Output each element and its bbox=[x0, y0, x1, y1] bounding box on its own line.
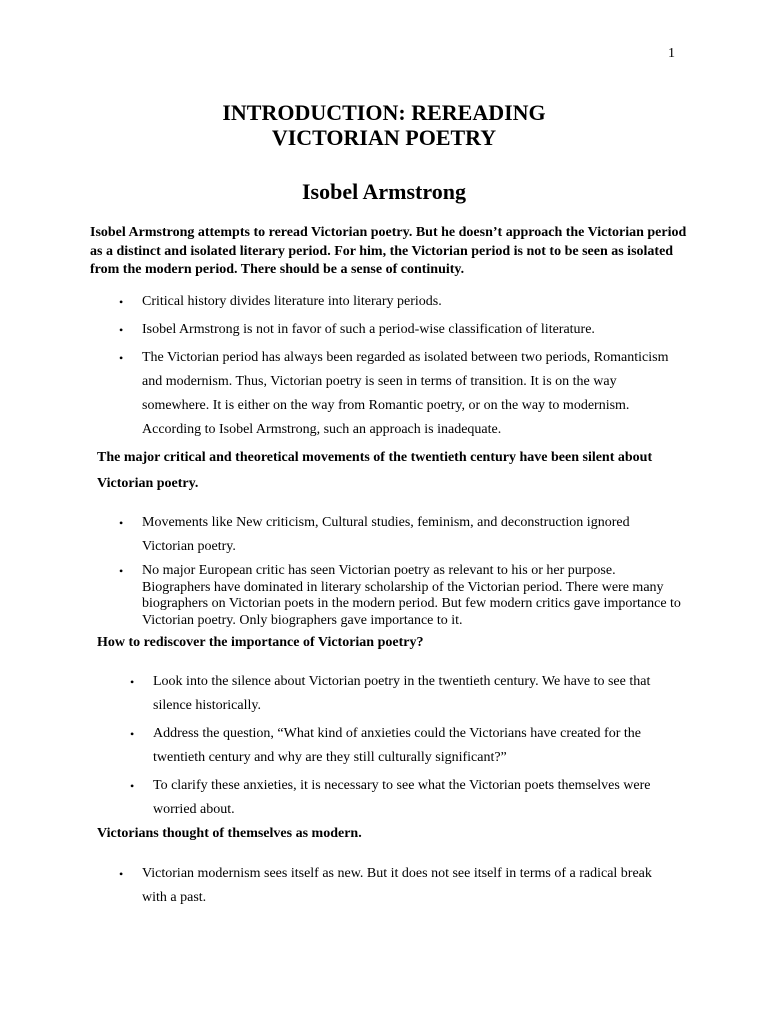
page-number: 1 bbox=[668, 46, 675, 61]
bullet-icon: • bbox=[119, 351, 124, 365]
bullet-list-4 bbox=[119, 862, 662, 914]
bullet-icon: • bbox=[119, 516, 124, 530]
bullet-icon: • bbox=[130, 779, 135, 793]
bullet-icon: • bbox=[130, 727, 135, 741]
list-item bbox=[119, 511, 642, 559]
list-item-text: Movements like New criticism, Cultural studies, feminism, and deconstruction ignored Victorian poetry. bbox=[142, 515, 630, 554]
section-heading-modern: Victorians thought of themselves as modern. bbox=[97, 826, 362, 841]
list-item-text: Isobel Armstrong is not in favor of such a period-wise classification of literature. bbox=[142, 322, 595, 337]
list-item bbox=[130, 774, 658, 822]
section-heading-rediscover: How to rediscover the importance of Victorian poetry? bbox=[97, 635, 424, 650]
list-item-text: Critical history divides literature into literary periods. bbox=[142, 294, 442, 309]
list-item-text: Address the question, “What kind of anxieties could the Victorians have created for the twentieth century and why are they still culturally significant?” bbox=[153, 726, 641, 765]
list-item bbox=[130, 670, 658, 718]
bullet-icon: • bbox=[119, 323, 124, 337]
list-item-text: Victorian modernism sees itself as new. But it does not see itself in terms of a radical break with a past. bbox=[142, 866, 652, 905]
list-item bbox=[130, 722, 658, 770]
list-item bbox=[119, 346, 682, 442]
list-item-text: To clarify these anxieties, it is necessary to see what the Victorian poets themselves were worried about. bbox=[153, 778, 651, 817]
document-title bbox=[0, 100, 768, 150]
list-item-text: No major European critic has seen Victorian poetry as relevant to his or her purpose. Biographers have dominated in literary scholarship of the Victorian period. There were many biographers on Victorian poets in the modern period. But few modern critics gave importance to Victorian poetry. Only biographers gave importance to it. bbox=[142, 563, 681, 628]
bullet-list-2b bbox=[119, 563, 682, 629]
bullet-icon: • bbox=[119, 867, 124, 881]
list-item-text: The Victorian period has always been regarded as isolated between two periods, Romanticism and modernism. Thus, Victorian poetry is seen in terms of transition. It is on the way somewhere. It is either on the way from Romantic poetry, or on the way to modernism. According to Isobel Armstrong, such an approach is inadequate. bbox=[142, 350, 669, 437]
list-item bbox=[119, 318, 682, 342]
list-item bbox=[119, 862, 662, 910]
bullet-list-3 bbox=[130, 670, 658, 826]
list-item bbox=[119, 290, 682, 314]
bullet-list-2 bbox=[119, 511, 642, 563]
title-line-2: VICTORIAN POETRY bbox=[271, 125, 497, 150]
list-item bbox=[119, 563, 682, 629]
bullet-icon: • bbox=[130, 675, 135, 689]
bullet-icon: • bbox=[119, 564, 124, 578]
author-name: Isobel Armstrong bbox=[302, 179, 466, 204]
title-line-1: INTRODUCTION: REREADING bbox=[222, 100, 546, 125]
list-item-text: Look into the silence about Victorian poetry in the twentieth century. We have to see that silence historically. bbox=[153, 674, 651, 713]
bullet-list-1 bbox=[119, 290, 682, 446]
intro-paragraph: Isobel Armstrong attempts to reread Victorian poetry. But he doesn’t approach the Victorian period as a distinct and isolated literary period. For him, the Victorian period is not to be seen as isolated from the modern period. There should be a sense of continuity. bbox=[90, 225, 687, 277]
section-heading-silence: The major critical and theoretical movements of the twentieth century have been silent about Victorian poetry. bbox=[97, 450, 653, 491]
bullet-icon: • bbox=[119, 295, 124, 309]
